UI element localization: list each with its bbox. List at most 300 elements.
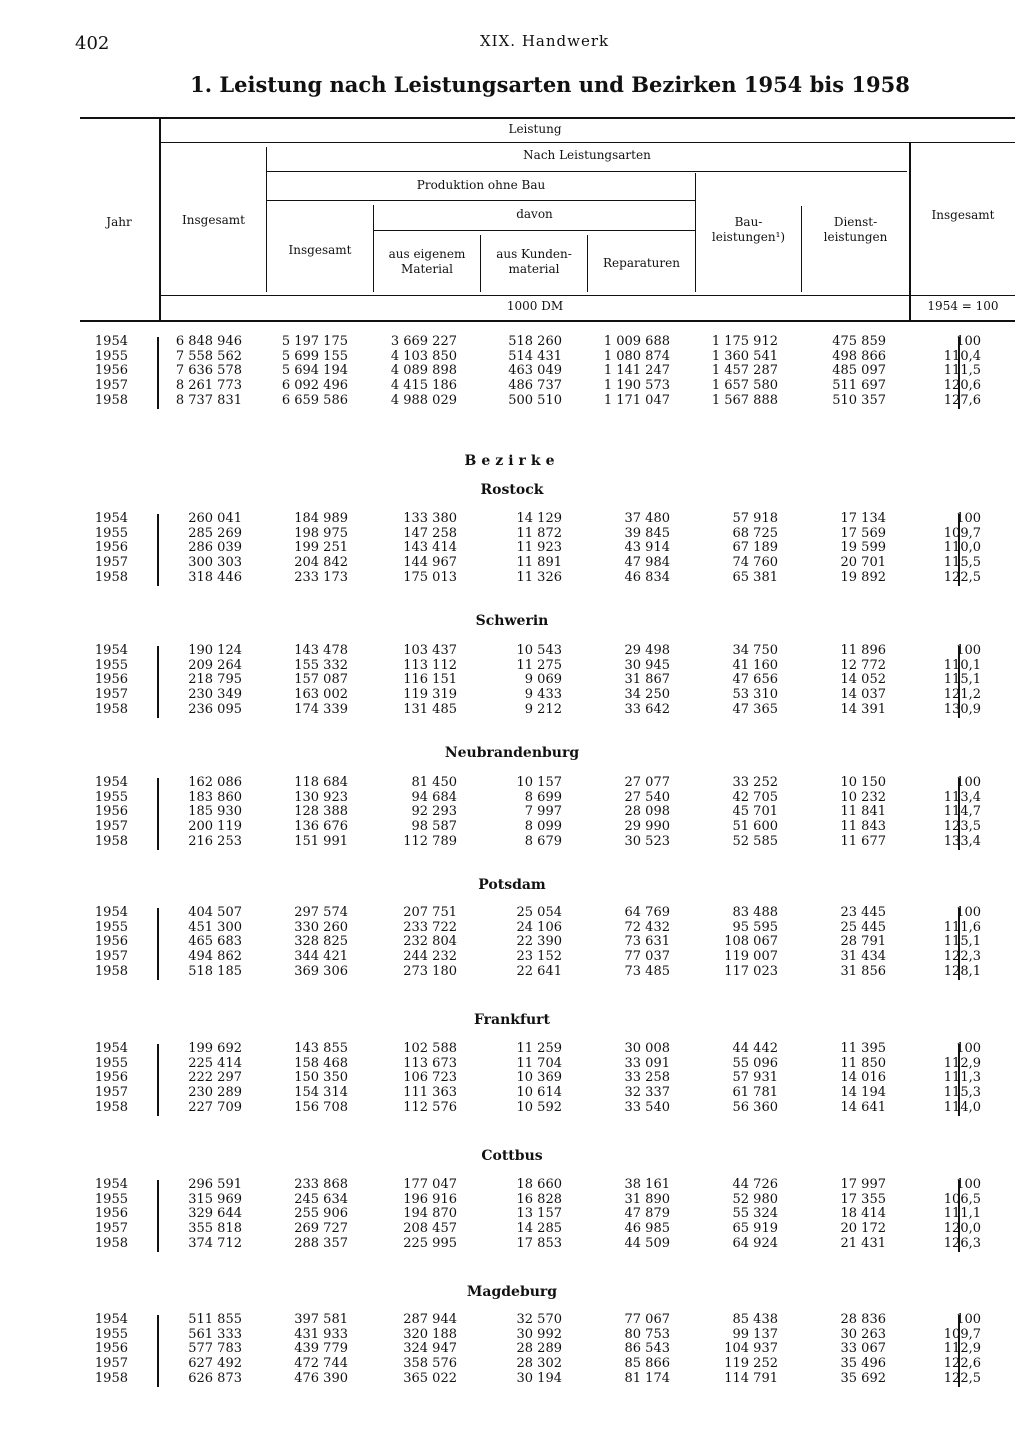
table-row bbox=[70, 791, 1010, 806]
section-title: Neubrandenburg bbox=[444, 745, 580, 761]
cell-insgesamt: 511 855 bbox=[188, 1312, 242, 1327]
cell-dienstleistungen: 511 697 bbox=[832, 378, 886, 394]
cell-bauleistungen: 34 750 bbox=[732, 643, 778, 658]
cell-insgesamt: 218 795 bbox=[188, 672, 242, 688]
cell-bauleistungen: 95 595 bbox=[732, 919, 778, 935]
cell-reparaturen: 1 080 874 bbox=[603, 348, 670, 364]
cell-year: 1955 bbox=[94, 657, 128, 673]
cell-year: 1957 bbox=[94, 1085, 128, 1101]
cell-aus-eigenem-material: 4 988 029 bbox=[390, 392, 457, 408]
cell-aus-kundenmaterial: 9 433 bbox=[524, 687, 562, 703]
cell-year: 1956 bbox=[94, 1341, 128, 1357]
table-row bbox=[70, 1207, 1010, 1222]
unit-1000-dm: 1000 DM bbox=[506, 299, 564, 313]
cell-aus-eigenem-material: 112 576 bbox=[403, 1099, 457, 1115]
cell-dienstleistungen: 33 067 bbox=[840, 1341, 886, 1357]
cell-aus-eigenem-material: 320 188 bbox=[403, 1326, 457, 1342]
cell-index: 100 bbox=[956, 511, 981, 526]
cell-bauleistungen: 44 442 bbox=[732, 1041, 778, 1056]
cell-index: 127,6 bbox=[943, 392, 981, 408]
cell-bauleistungen: 65 919 bbox=[732, 1221, 778, 1237]
cell-aus-kundenmaterial: 514 431 bbox=[508, 348, 562, 364]
cell-aus-eigenem-material: 244 232 bbox=[403, 949, 457, 965]
cell-insgesamt: 7 558 562 bbox=[175, 348, 242, 364]
cell-produktion-insgesamt: 143 855 bbox=[294, 1041, 348, 1056]
cell-bauleistungen: 119 007 bbox=[724, 949, 778, 965]
cell-reparaturen: 86 543 bbox=[624, 1341, 670, 1357]
cell-year: 1954 bbox=[94, 905, 128, 920]
cell-reparaturen: 27 077 bbox=[624, 775, 670, 790]
cell-dienstleistungen: 510 357 bbox=[832, 392, 886, 408]
cell-produktion-insgesamt: 233 868 bbox=[294, 1177, 348, 1192]
cell-reparaturen: 77 037 bbox=[624, 949, 670, 965]
cell-dienstleistungen: 498 866 bbox=[832, 348, 886, 364]
cell-produktion-insgesamt: 439 779 bbox=[294, 1341, 348, 1357]
cell-aus-eigenem-material: 131 485 bbox=[403, 701, 457, 717]
cell-index: 114,7 bbox=[943, 804, 981, 820]
cell-aus-kundenmaterial: 23 152 bbox=[516, 949, 562, 965]
cell-insgesamt: 315 969 bbox=[188, 1191, 242, 1207]
cell-aus-eigenem-material: 175 013 bbox=[403, 569, 457, 585]
header-reparaturen: Reparaturen bbox=[603, 256, 680, 270]
cell-bauleistungen: 47 365 bbox=[732, 701, 778, 717]
cell-produktion-insgesamt: 199 251 bbox=[294, 540, 348, 556]
cell-index: 122,5 bbox=[943, 1370, 981, 1386]
cell-aus-eigenem-material: 196 916 bbox=[403, 1191, 457, 1207]
cell-dienstleistungen: 11 850 bbox=[840, 1055, 886, 1071]
cell-insgesamt: 561 333 bbox=[188, 1326, 242, 1342]
cell-index: 111,3 bbox=[943, 1070, 981, 1086]
header-aus-kundenmaterial: aus Kunden- material bbox=[496, 247, 572, 276]
cell-aus-kundenmaterial: 11 326 bbox=[516, 569, 562, 585]
cell-aus-kundenmaterial: 30 992 bbox=[516, 1326, 562, 1342]
cell-bauleistungen: 104 937 bbox=[724, 1341, 778, 1357]
cell-aus-kundenmaterial: 9 212 bbox=[524, 701, 562, 717]
header-nach-leistungsarten: Nach Leistungsarten bbox=[523, 148, 651, 162]
cell-index: 109,7 bbox=[943, 1326, 981, 1342]
cell-index: 122,3 bbox=[943, 949, 981, 965]
cell-insgesamt: 222 297 bbox=[188, 1070, 242, 1086]
cell-aus-eigenem-material: 287 944 bbox=[403, 1312, 457, 1327]
cell-index: 115,5 bbox=[943, 555, 981, 571]
cell-aus-eigenem-material: 112 789 bbox=[403, 833, 457, 849]
cell-insgesamt: 200 119 bbox=[188, 819, 242, 835]
cell-bauleistungen: 74 760 bbox=[732, 555, 778, 571]
cell-insgesamt: 355 818 bbox=[188, 1221, 242, 1237]
cell-insgesamt: 626 873 bbox=[188, 1370, 242, 1386]
cell-dienstleistungen: 14 194 bbox=[840, 1085, 886, 1101]
cell-produktion-insgesamt: 233 173 bbox=[294, 569, 348, 585]
cell-insgesamt: 286 039 bbox=[188, 540, 242, 556]
cell-dienstleistungen: 20 701 bbox=[840, 555, 886, 571]
cell-aus-kundenmaterial: 18 660 bbox=[516, 1177, 562, 1192]
cell-year: 1955 bbox=[94, 919, 128, 935]
cell-insgesamt: 329 644 bbox=[188, 1206, 242, 1222]
cell-aus-eigenem-material: 208 457 bbox=[403, 1221, 457, 1237]
cell-dienstleistungen: 31 434 bbox=[840, 949, 886, 965]
cell-index: 100 bbox=[956, 1041, 981, 1056]
cell-index: 100 bbox=[956, 905, 981, 920]
cell-year: 1957 bbox=[94, 555, 128, 571]
cell-index: 115,1 bbox=[943, 672, 981, 688]
cell-reparaturen: 47 879 bbox=[624, 1206, 670, 1222]
cell-year: 1956 bbox=[94, 1206, 128, 1222]
cell-insgesamt: 8 261 773 bbox=[175, 378, 242, 394]
cell-insgesamt: 374 712 bbox=[188, 1235, 242, 1251]
cell-aus-kundenmaterial: 10 614 bbox=[516, 1085, 562, 1101]
cell-aus-kundenmaterial: 22 390 bbox=[516, 934, 562, 950]
cell-aus-eigenem-material: 358 576 bbox=[403, 1356, 457, 1372]
cell-aus-kundenmaterial: 16 828 bbox=[516, 1191, 562, 1207]
cell-index: 111,5 bbox=[943, 363, 981, 379]
cell-index: 122,6 bbox=[943, 1356, 981, 1372]
cell-reparaturen: 37 480 bbox=[624, 511, 670, 526]
cell-aus-kundenmaterial: 10 369 bbox=[516, 1070, 562, 1086]
cell-reparaturen: 33 540 bbox=[624, 1099, 670, 1115]
table-row bbox=[70, 1193, 1010, 1208]
cell-dienstleistungen: 25 445 bbox=[840, 919, 886, 935]
cell-aus-kundenmaterial: 463 049 bbox=[508, 363, 562, 379]
cell-year: 1958 bbox=[94, 833, 128, 849]
cell-produktion-insgesamt: 476 390 bbox=[294, 1370, 348, 1386]
cell-index: 113,4 bbox=[943, 789, 981, 805]
cell-dienstleistungen: 11 841 bbox=[840, 804, 886, 820]
cell-reparaturen: 31 890 bbox=[624, 1191, 670, 1207]
cell-bauleistungen: 65 381 bbox=[732, 569, 778, 585]
cell-year: 1957 bbox=[94, 1356, 128, 1372]
cell-bauleistungen: 68 725 bbox=[732, 525, 778, 541]
table-row bbox=[70, 965, 1010, 980]
cell-bauleistungen: 1 457 287 bbox=[711, 363, 778, 379]
cell-bauleistungen: 33 252 bbox=[732, 775, 778, 790]
cell-aus-kundenmaterial: 11 275 bbox=[516, 657, 562, 673]
cell-bauleistungen: 99 137 bbox=[732, 1326, 778, 1342]
cell-aus-eigenem-material: 119 319 bbox=[403, 687, 457, 703]
cell-bauleistungen: 85 438 bbox=[732, 1312, 778, 1327]
cell-insgesamt: 7 636 578 bbox=[175, 363, 242, 379]
cell-index: 100 bbox=[956, 775, 981, 790]
cell-reparaturen: 46 834 bbox=[624, 569, 670, 585]
cell-dienstleistungen: 28 836 bbox=[840, 1312, 886, 1327]
cell-produktion-insgesamt: 330 260 bbox=[294, 919, 348, 935]
cell-aus-kundenmaterial: 17 853 bbox=[516, 1235, 562, 1251]
cell-insgesamt: 216 253 bbox=[188, 833, 242, 849]
section-block bbox=[70, 512, 1010, 585]
cell-reparaturen: 1 171 047 bbox=[603, 392, 670, 408]
table-row bbox=[70, 1222, 1010, 1237]
cell-year: 1954 bbox=[94, 1177, 128, 1192]
cell-bauleistungen: 56 360 bbox=[732, 1099, 778, 1115]
cell-reparaturen: 33 258 bbox=[624, 1070, 670, 1086]
header-produktion-ohne-bau: Produktion ohne Bau bbox=[416, 178, 546, 192]
table-row bbox=[70, 1328, 1010, 1343]
cell-aus-kundenmaterial: 8 699 bbox=[524, 789, 562, 805]
cell-reparaturen: 33 091 bbox=[624, 1055, 670, 1071]
cell-aus-kundenmaterial: 28 289 bbox=[516, 1341, 562, 1357]
cell-produktion-insgesamt: 297 574 bbox=[294, 905, 348, 920]
cell-produktion-insgesamt: 155 332 bbox=[294, 657, 348, 673]
cell-reparaturen: 27 540 bbox=[624, 789, 670, 805]
cell-aus-kundenmaterial: 13 157 bbox=[516, 1206, 562, 1222]
cell-aus-eigenem-material: 232 804 bbox=[403, 934, 457, 950]
cell-reparaturen: 1 141 247 bbox=[603, 363, 670, 379]
table-row bbox=[70, 1357, 1010, 1372]
cell-aus-kundenmaterial: 11 704 bbox=[516, 1055, 562, 1071]
table-row bbox=[70, 1101, 1010, 1116]
cell-index: 120,0 bbox=[943, 1221, 981, 1237]
cell-reparaturen: 77 067 bbox=[624, 1312, 670, 1327]
cell-index: 133,4 bbox=[943, 833, 981, 849]
cell-year: 1956 bbox=[94, 363, 128, 379]
cell-aus-kundenmaterial: 30 194 bbox=[516, 1370, 562, 1386]
cell-year: 1954 bbox=[94, 1312, 128, 1327]
section-block bbox=[70, 1042, 1010, 1115]
cell-bauleistungen: 119 252 bbox=[724, 1356, 778, 1372]
cell-aus-eigenem-material: 147 258 bbox=[403, 525, 457, 541]
cell-dienstleistungen: 10 232 bbox=[840, 789, 886, 805]
cell-dienstleistungen: 11 395 bbox=[840, 1041, 886, 1056]
cell-reparaturen: 39 845 bbox=[624, 525, 670, 541]
cell-reparaturen: 46 985 bbox=[624, 1221, 670, 1237]
unit-index: 1954 = 100 bbox=[927, 299, 999, 313]
cell-bauleistungen: 1 360 541 bbox=[711, 348, 778, 364]
cell-dienstleistungen: 12 772 bbox=[840, 657, 886, 673]
cell-reparaturen: 81 174 bbox=[624, 1370, 670, 1386]
cell-year: 1955 bbox=[94, 1055, 128, 1071]
cell-dienstleistungen: 19 599 bbox=[840, 540, 886, 556]
cell-index: 121,2 bbox=[943, 687, 981, 703]
cell-produktion-insgesamt: 269 727 bbox=[294, 1221, 348, 1237]
table-row bbox=[70, 950, 1010, 965]
cell-aus-eigenem-material: 106 723 bbox=[403, 1070, 457, 1086]
cell-bauleistungen: 51 600 bbox=[732, 819, 778, 835]
cell-dienstleistungen: 11 843 bbox=[840, 819, 886, 835]
cell-bauleistungen: 83 488 bbox=[732, 905, 778, 920]
cell-aus-kundenmaterial: 24 106 bbox=[516, 919, 562, 935]
cell-aus-eigenem-material: 98 587 bbox=[411, 819, 457, 835]
cell-reparaturen: 34 250 bbox=[624, 687, 670, 703]
cell-index: 114,0 bbox=[943, 1099, 981, 1115]
cell-bauleistungen: 1 657 580 bbox=[711, 378, 778, 394]
cell-bauleistungen: 1 567 888 bbox=[711, 392, 778, 408]
cell-index: 106,5 bbox=[943, 1191, 981, 1207]
section-block bbox=[70, 776, 1010, 849]
cell-aus-kundenmaterial: 22 641 bbox=[516, 963, 562, 979]
cell-bauleistungen: 1 175 912 bbox=[711, 334, 778, 349]
cell-insgesamt: 230 289 bbox=[188, 1085, 242, 1101]
table-row bbox=[70, 703, 1010, 718]
cell-index: 112,9 bbox=[943, 1341, 981, 1357]
cell-produktion-insgesamt: 344 421 bbox=[294, 949, 348, 965]
cell-produktion-insgesamt: 6 092 496 bbox=[281, 378, 348, 394]
cell-insgesamt: 285 269 bbox=[188, 525, 242, 541]
cell-aus-kundenmaterial: 518 260 bbox=[508, 334, 562, 349]
cell-bauleistungen: 108 067 bbox=[724, 934, 778, 950]
cell-bauleistungen: 52 585 bbox=[732, 833, 778, 849]
cell-dienstleistungen: 17 997 bbox=[840, 1177, 886, 1192]
cell-bauleistungen: 47 656 bbox=[732, 672, 778, 688]
cell-index: 110,4 bbox=[943, 348, 981, 364]
cell-insgesamt: 199 692 bbox=[188, 1041, 242, 1056]
cell-aus-eigenem-material: 94 684 bbox=[411, 789, 457, 805]
cell-aus-eigenem-material: 102 588 bbox=[403, 1041, 457, 1056]
cell-produktion-insgesamt: 163 002 bbox=[294, 687, 348, 703]
section-block bbox=[70, 1178, 1010, 1251]
header-aus-eigenem-material: aus eigenem Material bbox=[388, 247, 466, 276]
cell-year: 1956 bbox=[94, 934, 128, 950]
cell-insgesamt: 260 041 bbox=[188, 511, 242, 526]
cell-dienstleistungen: 475 859 bbox=[832, 334, 886, 349]
cell-aus-kundenmaterial: 32 570 bbox=[516, 1312, 562, 1327]
section-title: Cottbus bbox=[481, 1148, 543, 1164]
cell-year: 1955 bbox=[94, 789, 128, 805]
table-row bbox=[70, 673, 1010, 688]
cell-index: 100 bbox=[956, 643, 981, 658]
cell-dienstleistungen: 14 391 bbox=[840, 701, 886, 717]
cell-index: 115,1 bbox=[943, 934, 981, 950]
table-row bbox=[70, 541, 1010, 556]
table-row bbox=[70, 394, 1010, 409]
table-row bbox=[70, 835, 1010, 850]
cell-dienstleistungen: 17 569 bbox=[840, 525, 886, 541]
cell-dienstleistungen: 14 641 bbox=[840, 1099, 886, 1115]
cell-insgesamt: 577 783 bbox=[188, 1341, 242, 1357]
table-row bbox=[70, 921, 1010, 936]
cell-reparaturen: 80 753 bbox=[624, 1326, 670, 1342]
cell-produktion-insgesamt: 328 825 bbox=[294, 934, 348, 950]
table-row bbox=[70, 805, 1010, 820]
cell-reparaturen: 30 008 bbox=[624, 1041, 670, 1056]
cell-aus-kundenmaterial: 486 737 bbox=[508, 378, 562, 394]
cell-bauleistungen: 52 980 bbox=[732, 1191, 778, 1207]
cell-insgesamt: 6 848 946 bbox=[175, 334, 242, 349]
cell-aus-eigenem-material: 113 112 bbox=[403, 657, 457, 673]
table-row bbox=[70, 527, 1010, 542]
cell-reparaturen: 73 485 bbox=[624, 963, 670, 979]
cell-bauleistungen: 41 160 bbox=[732, 657, 778, 673]
cell-insgesamt: 404 507 bbox=[188, 905, 242, 920]
cell-bauleistungen: 57 918 bbox=[732, 511, 778, 526]
cell-aus-eigenem-material: 324 947 bbox=[403, 1341, 457, 1357]
cell-index: 110,0 bbox=[943, 540, 981, 556]
table-row bbox=[70, 1237, 1010, 1252]
section-title: Schwerin bbox=[475, 613, 549, 629]
cell-reparaturen: 31 867 bbox=[624, 672, 670, 688]
section-block bbox=[70, 644, 1010, 717]
header-produktion-insgesamt: Insgesamt bbox=[288, 243, 352, 257]
cell-aus-kundenmaterial: 14 129 bbox=[516, 511, 562, 526]
cell-aus-eigenem-material: 113 673 bbox=[403, 1055, 457, 1071]
cell-reparaturen: 43 914 bbox=[624, 540, 670, 556]
cell-aus-kundenmaterial: 500 510 bbox=[508, 392, 562, 408]
cell-bauleistungen: 55 096 bbox=[732, 1055, 778, 1071]
cell-year: 1957 bbox=[94, 378, 128, 394]
cell-insgesamt: 225 414 bbox=[188, 1055, 242, 1071]
cell-insgesamt: 230 349 bbox=[188, 687, 242, 703]
cell-dienstleistungen: 31 856 bbox=[840, 963, 886, 979]
cell-index: 120,6 bbox=[943, 378, 981, 394]
cell-year: 1956 bbox=[94, 540, 128, 556]
cell-insgesamt: 627 492 bbox=[188, 1356, 242, 1372]
cell-aus-eigenem-material: 194 870 bbox=[403, 1206, 457, 1222]
cell-bauleistungen: 45 701 bbox=[732, 804, 778, 820]
table-row bbox=[70, 1178, 1010, 1193]
table-row bbox=[70, 659, 1010, 674]
cell-reparaturen: 33 642 bbox=[624, 701, 670, 717]
table-row bbox=[70, 571, 1010, 586]
cell-dienstleistungen: 10 150 bbox=[840, 775, 886, 790]
cell-reparaturen: 28 098 bbox=[624, 804, 670, 820]
cell-index: 100 bbox=[956, 1312, 981, 1327]
cell-reparaturen: 73 631 bbox=[624, 934, 670, 950]
cell-dienstleistungen: 35 496 bbox=[840, 1356, 886, 1372]
cell-aus-eigenem-material: 81 450 bbox=[411, 775, 457, 790]
cell-aus-eigenem-material: 177 047 bbox=[403, 1177, 457, 1192]
cell-insgesamt: 451 300 bbox=[188, 919, 242, 935]
cell-produktion-insgesamt: 198 975 bbox=[294, 525, 348, 541]
cell-produktion-insgesamt: 158 468 bbox=[294, 1055, 348, 1071]
table-row bbox=[70, 1313, 1010, 1328]
cell-insgesamt: 190 124 bbox=[188, 643, 242, 658]
section-title: Frankfurt bbox=[473, 1012, 551, 1028]
cell-index: 126,3 bbox=[943, 1235, 981, 1251]
cell-year: 1955 bbox=[94, 348, 128, 364]
cell-aus-eigenem-material: 111 363 bbox=[403, 1085, 457, 1101]
cell-dienstleistungen: 23 445 bbox=[840, 905, 886, 920]
cell-aus-eigenem-material: 4 103 850 bbox=[390, 348, 457, 364]
cell-aus-eigenem-material: 103 437 bbox=[403, 643, 457, 658]
cell-aus-eigenem-material: 92 293 bbox=[411, 804, 457, 820]
cell-year: 1958 bbox=[94, 963, 128, 979]
cell-produktion-insgesamt: 288 357 bbox=[294, 1235, 348, 1251]
cell-bauleistungen: 42 705 bbox=[732, 789, 778, 805]
cell-bauleistungen: 55 324 bbox=[732, 1206, 778, 1222]
table-row bbox=[70, 820, 1010, 835]
cell-produktion-insgesamt: 245 634 bbox=[294, 1191, 348, 1207]
cell-bauleistungen: 44 726 bbox=[732, 1177, 778, 1192]
cell-produktion-insgesamt: 154 314 bbox=[294, 1085, 348, 1101]
cell-dienstleistungen: 28 791 bbox=[840, 934, 886, 950]
cell-produktion-insgesamt: 6 659 586 bbox=[281, 392, 348, 408]
header-jahr: Jahr bbox=[106, 215, 132, 229]
cell-index: 109,7 bbox=[943, 525, 981, 541]
cell-year: 1956 bbox=[94, 1070, 128, 1086]
section-title: Rostock bbox=[480, 482, 544, 498]
cell-index: 130,9 bbox=[943, 701, 981, 717]
cell-reparaturen: 38 161 bbox=[624, 1177, 670, 1192]
cell-aus-kundenmaterial: 10 543 bbox=[516, 643, 562, 658]
table-row bbox=[70, 688, 1010, 703]
cell-aus-kundenmaterial: 10 157 bbox=[516, 775, 562, 790]
table-row bbox=[70, 556, 1010, 571]
cell-year: 1954 bbox=[94, 643, 128, 658]
cell-reparaturen: 47 984 bbox=[624, 555, 670, 571]
cell-aus-eigenem-material: 273 180 bbox=[403, 963, 457, 979]
cell-insgesamt: 300 303 bbox=[188, 555, 242, 571]
cell-dienstleistungen: 14 016 bbox=[840, 1070, 886, 1086]
cell-reparaturen: 85 866 bbox=[624, 1356, 670, 1372]
cell-year: 1954 bbox=[94, 511, 128, 526]
cell-produktion-insgesamt: 472 744 bbox=[294, 1356, 348, 1372]
cell-index: 123,5 bbox=[943, 819, 981, 835]
cell-insgesamt: 209 264 bbox=[188, 657, 242, 673]
header-insgesamt: Insgesamt bbox=[182, 213, 245, 227]
section-title: Potsdam bbox=[478, 877, 546, 893]
cell-dienstleistungen: 11 896 bbox=[840, 643, 886, 658]
cell-year: 1958 bbox=[94, 1235, 128, 1251]
table-row bbox=[70, 512, 1010, 527]
header-dienstleistungen: Dienst- leistungen bbox=[823, 215, 888, 244]
